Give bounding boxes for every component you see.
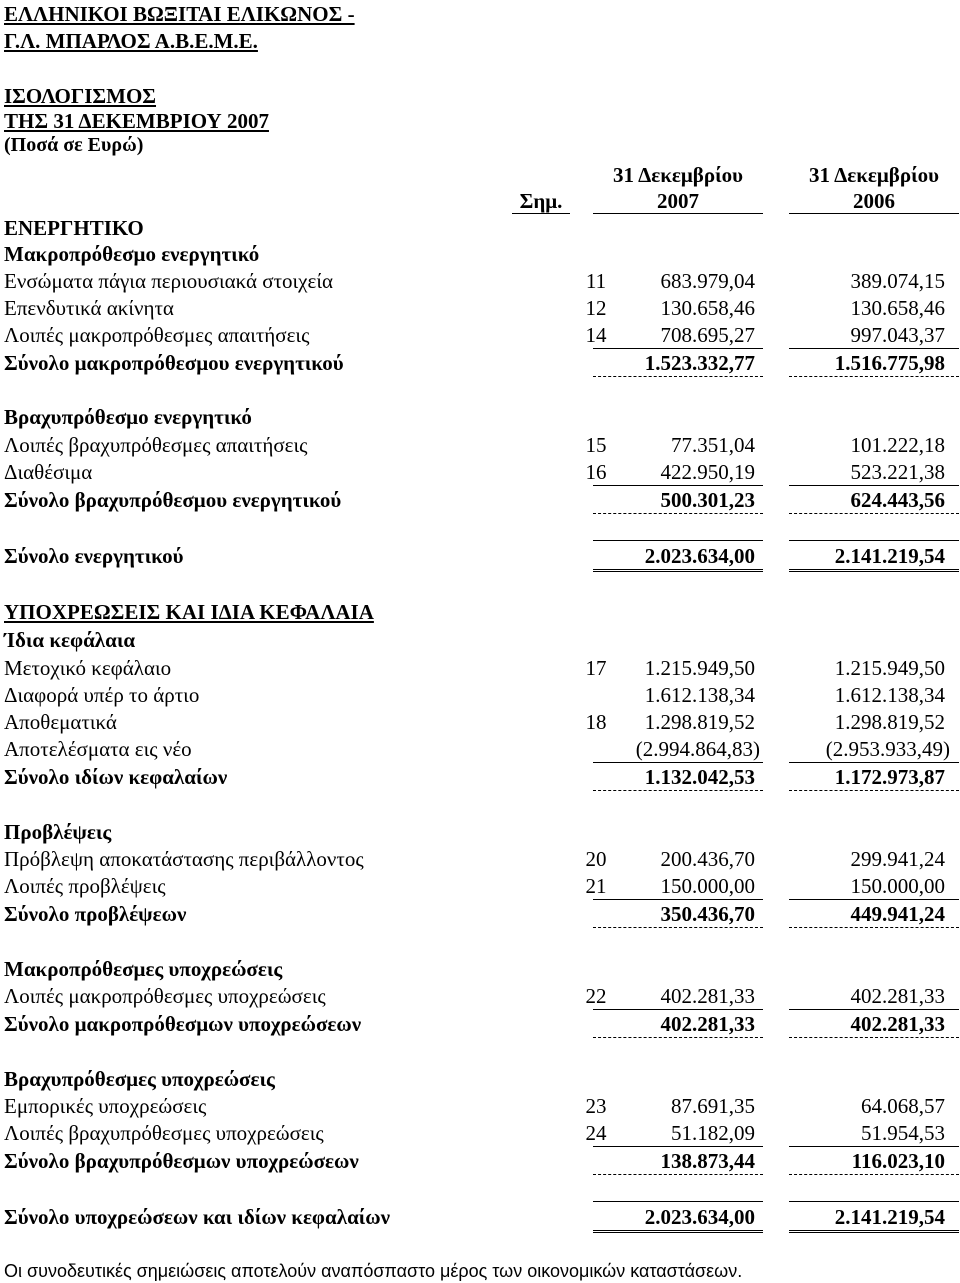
row-label: Αποθεματικά xyxy=(4,710,117,734)
company-name-line2: Γ.Λ. ΜΠΑΡΛΟΣ Α.Β.Ε.Μ.Ε. xyxy=(4,29,258,53)
footer-note: Οι συνοδευτικές σημειώσεις αποτελούν αναπόσπαστο μέρος των οικονομικών καταστάσεων. xyxy=(4,1261,743,1281)
provisions-heading: Προβλέψεις xyxy=(4,820,112,844)
rule xyxy=(593,927,763,928)
row-value-2007: 1.612.138,34 xyxy=(644,683,755,707)
row-value-2006: 299.941,24 xyxy=(850,847,945,871)
currency-note: (Ποσά σε Ευρώ) xyxy=(4,134,144,156)
rule xyxy=(789,762,959,763)
company-name-line1: ΕΛΛΗΝΙΚΟΙ ΒΩΞΙΤΑΙ ΕΛΙΚΩΝΟΣ - xyxy=(4,2,355,26)
row-label: Σύνολο προβλέψεων xyxy=(4,902,187,926)
row-value-2006: 624.443,56 xyxy=(850,488,945,512)
row-value-2007: 51.182,09 xyxy=(671,1121,755,1145)
double-rule xyxy=(789,569,959,572)
row-note: 15 xyxy=(585,433,607,457)
row-value-2006: 116.023,10 xyxy=(851,1149,945,1173)
rule xyxy=(789,1201,959,1202)
rule xyxy=(789,1037,959,1038)
row-label: Σύνολο ιδίων κεφαλαίων xyxy=(4,765,228,789)
rule xyxy=(789,1174,959,1175)
row-value-2006: 1.172.973,87 xyxy=(834,765,945,789)
row-note: 16 xyxy=(585,460,607,484)
row-note: 21 xyxy=(585,874,607,898)
noncurrent-assets-heading: Μακροπρόθεσμο ενεργητικό xyxy=(4,242,260,266)
rule xyxy=(789,899,959,900)
rule xyxy=(593,1146,763,1147)
row-label: Λοιπές βραχυπρόθεσμες υποχρεώσεις xyxy=(4,1121,324,1145)
row-value-2007: 1.523.332,77 xyxy=(644,351,755,375)
rule xyxy=(593,1037,763,1038)
row-label: Σύνολο μακροπρόθεσμων υποχρεώσεων xyxy=(4,1012,362,1036)
column-header-2006-line1: 31 Δεκεμβρίου xyxy=(809,163,939,187)
row-label: Λοιπές βραχυπρόθεσμες απαιτήσεις xyxy=(4,433,308,457)
row-label: Αποτελέσματα εις νέο xyxy=(4,737,192,761)
row-value-2006: 1.298.819,52 xyxy=(834,710,945,734)
row-label: Σύνολο ενεργητικού xyxy=(4,544,184,568)
row-value-2006: 51.954,53 xyxy=(861,1121,945,1145)
column-header-2007-line2: 2007 xyxy=(657,189,699,213)
row-value-2007: 77.351,04 xyxy=(671,433,755,457)
double-rule xyxy=(789,1230,959,1233)
rule xyxy=(593,513,763,514)
row-value-2006: 402.281,33 xyxy=(850,1012,945,1036)
double-rule xyxy=(593,569,763,572)
longterm-liabilities-heading: Μακροπρόθεσμες υποχρεώσεις xyxy=(4,957,283,981)
row-value-2007: 130.658,46 xyxy=(660,296,755,320)
row-value-2006: 130.658,46 xyxy=(850,296,945,320)
row-value-2007: 1.132.042,53 xyxy=(644,765,755,789)
rule xyxy=(789,1146,959,1147)
row-note: 11 xyxy=(585,269,607,293)
row-value-2007: 402.281,33 xyxy=(660,984,755,1008)
rule xyxy=(593,485,763,486)
row-label: Σύνολο βραχυπρόθεσμου ενεργητικού xyxy=(4,488,342,512)
double-rule xyxy=(593,1230,763,1233)
row-value-2007: 1.298.819,52 xyxy=(644,710,755,734)
row-value-2006: 389.074,15 xyxy=(850,269,945,293)
report-subtitle: ΤΗΣ 31 ΔΕΚΕΜΒΡΙΟΥ 2007 xyxy=(4,109,269,133)
row-label: Διαφορά υπέρ το άρτιο xyxy=(4,683,200,707)
row-note: 24 xyxy=(585,1121,607,1145)
row-value-2006: 64.068,57 xyxy=(861,1094,945,1118)
rule xyxy=(789,540,959,541)
report-title: ΙΣΟΛΟΓΙΣΜΟΣ xyxy=(4,84,157,108)
rule xyxy=(789,927,959,928)
row-label: Διαθέσιμα xyxy=(4,460,93,484)
row-value-2006: 523.221,38 xyxy=(850,460,945,484)
row-value-2007: 150.000,00 xyxy=(660,874,755,898)
row-value-2006: 2.141.219,54 xyxy=(834,544,945,568)
row-note: 12 xyxy=(585,296,607,320)
rule xyxy=(789,485,959,486)
row-value-2006: (2.953.933,49) xyxy=(825,737,950,761)
current-assets-heading: Βραχυπρόθεσμο ενεργητικό xyxy=(4,405,252,429)
row-value-2007: 2.023.634,00 xyxy=(644,1205,755,1229)
row-value-2006: 1.516.775,98 xyxy=(834,351,945,375)
row-label: Σύνολο υποχρεώσεων και ιδίων κεφαλαίων xyxy=(4,1205,391,1229)
rule xyxy=(789,790,959,791)
row-value-2006: 449.941,24 xyxy=(850,902,945,926)
row-value-2007: 138.873,44 xyxy=(660,1149,755,1173)
rule xyxy=(593,1009,763,1010)
shortterm-liabilities-heading: Βραχυπρόθεσμες υποχρεώσεις xyxy=(4,1067,275,1091)
row-label: Λοιπές προβλέψεις xyxy=(4,874,166,898)
row-value-2006: 1.215.949,50 xyxy=(834,656,945,680)
row-value-2006: 402.281,33 xyxy=(850,984,945,1008)
row-label: Ενσώματα πάγια περιουσιακά στοιχεία xyxy=(4,269,333,293)
row-value-2007: 422.950,19 xyxy=(660,460,755,484)
rule xyxy=(593,540,763,541)
rule xyxy=(593,1174,763,1175)
row-value-2007: 200.436,70 xyxy=(660,847,755,871)
rule xyxy=(593,376,763,377)
row-label: Σύνολο μακροπρόθεσμου ενεργητικού xyxy=(4,351,344,375)
header-underline-2007 xyxy=(593,213,763,214)
assets-heading: ΕΝΕΡΓΗΤΙΚΟ xyxy=(4,216,144,240)
row-note: 14 xyxy=(585,323,607,347)
row-note: 18 xyxy=(585,710,607,734)
equity-heading: Ίδια κεφάλαια xyxy=(4,628,136,652)
row-value-2007: 708.695,27 xyxy=(660,323,755,347)
row-label: Λοιπές μακροπρόθεσμες απαιτήσεις xyxy=(4,323,310,347)
rule xyxy=(789,513,959,514)
rule xyxy=(593,790,763,791)
row-label: Λοιπές μακροπρόθεσμες υποχρεώσεις xyxy=(4,984,326,1008)
row-label: Εμπορικές υποχρεώσεις xyxy=(4,1094,207,1118)
row-label: Σύνολο βραχυπρόθεσμων υποχρεώσεων xyxy=(4,1149,359,1173)
rule xyxy=(789,1009,959,1010)
row-note: 20 xyxy=(585,847,607,871)
header-underline-note xyxy=(512,213,570,214)
row-value-2007: 402.281,33 xyxy=(660,1012,755,1036)
header-underline-2006 xyxy=(789,213,959,214)
rule xyxy=(789,348,959,349)
row-label: Μετοχικό κεφάλαιο xyxy=(4,656,172,680)
rule xyxy=(789,376,959,377)
rule xyxy=(593,348,763,349)
rule xyxy=(593,899,763,900)
row-note: 22 xyxy=(585,984,607,1008)
row-value-2006: 150.000,00 xyxy=(850,874,945,898)
row-value-2007: 2.023.634,00 xyxy=(644,544,755,568)
rule xyxy=(593,1201,763,1202)
row-value-2006: 997.043,37 xyxy=(850,323,945,347)
row-label: Επενδυτικά ακίνητα xyxy=(4,296,174,320)
row-note: 17 xyxy=(585,656,607,680)
rule xyxy=(593,762,763,763)
row-value-2007: 683.979,04 xyxy=(660,269,755,293)
row-value-2007: 500.301,23 xyxy=(660,488,755,512)
row-value-2007: 1.215.949,50 xyxy=(644,656,755,680)
row-value-2007: 350.436,70 xyxy=(660,902,755,926)
row-value-2006: 1.612.138,34 xyxy=(834,683,945,707)
row-label: Πρόβλεψη αποκατάστασης περιβάλλοντος xyxy=(4,847,364,871)
row-value-2006: 101.222,18 xyxy=(850,433,945,457)
column-header-2006-line2: 2006 xyxy=(853,189,895,213)
liabilities-heading: ΥΠΟΧΡΕΩΣΕΙΣ ΚΑΙ ΙΔΙΑ ΚΕΦΑΛΑΙΑ xyxy=(4,600,374,624)
column-header-2007-line1: 31 Δεκεμβρίου xyxy=(613,163,743,187)
column-header-note: Σημ. xyxy=(519,189,563,213)
row-value-2007: 87.691,35 xyxy=(671,1094,755,1118)
row-value-2007: (2.994.864,83) xyxy=(635,737,760,761)
row-note: 23 xyxy=(585,1094,607,1118)
row-value-2006: 2.141.219,54 xyxy=(834,1205,945,1229)
